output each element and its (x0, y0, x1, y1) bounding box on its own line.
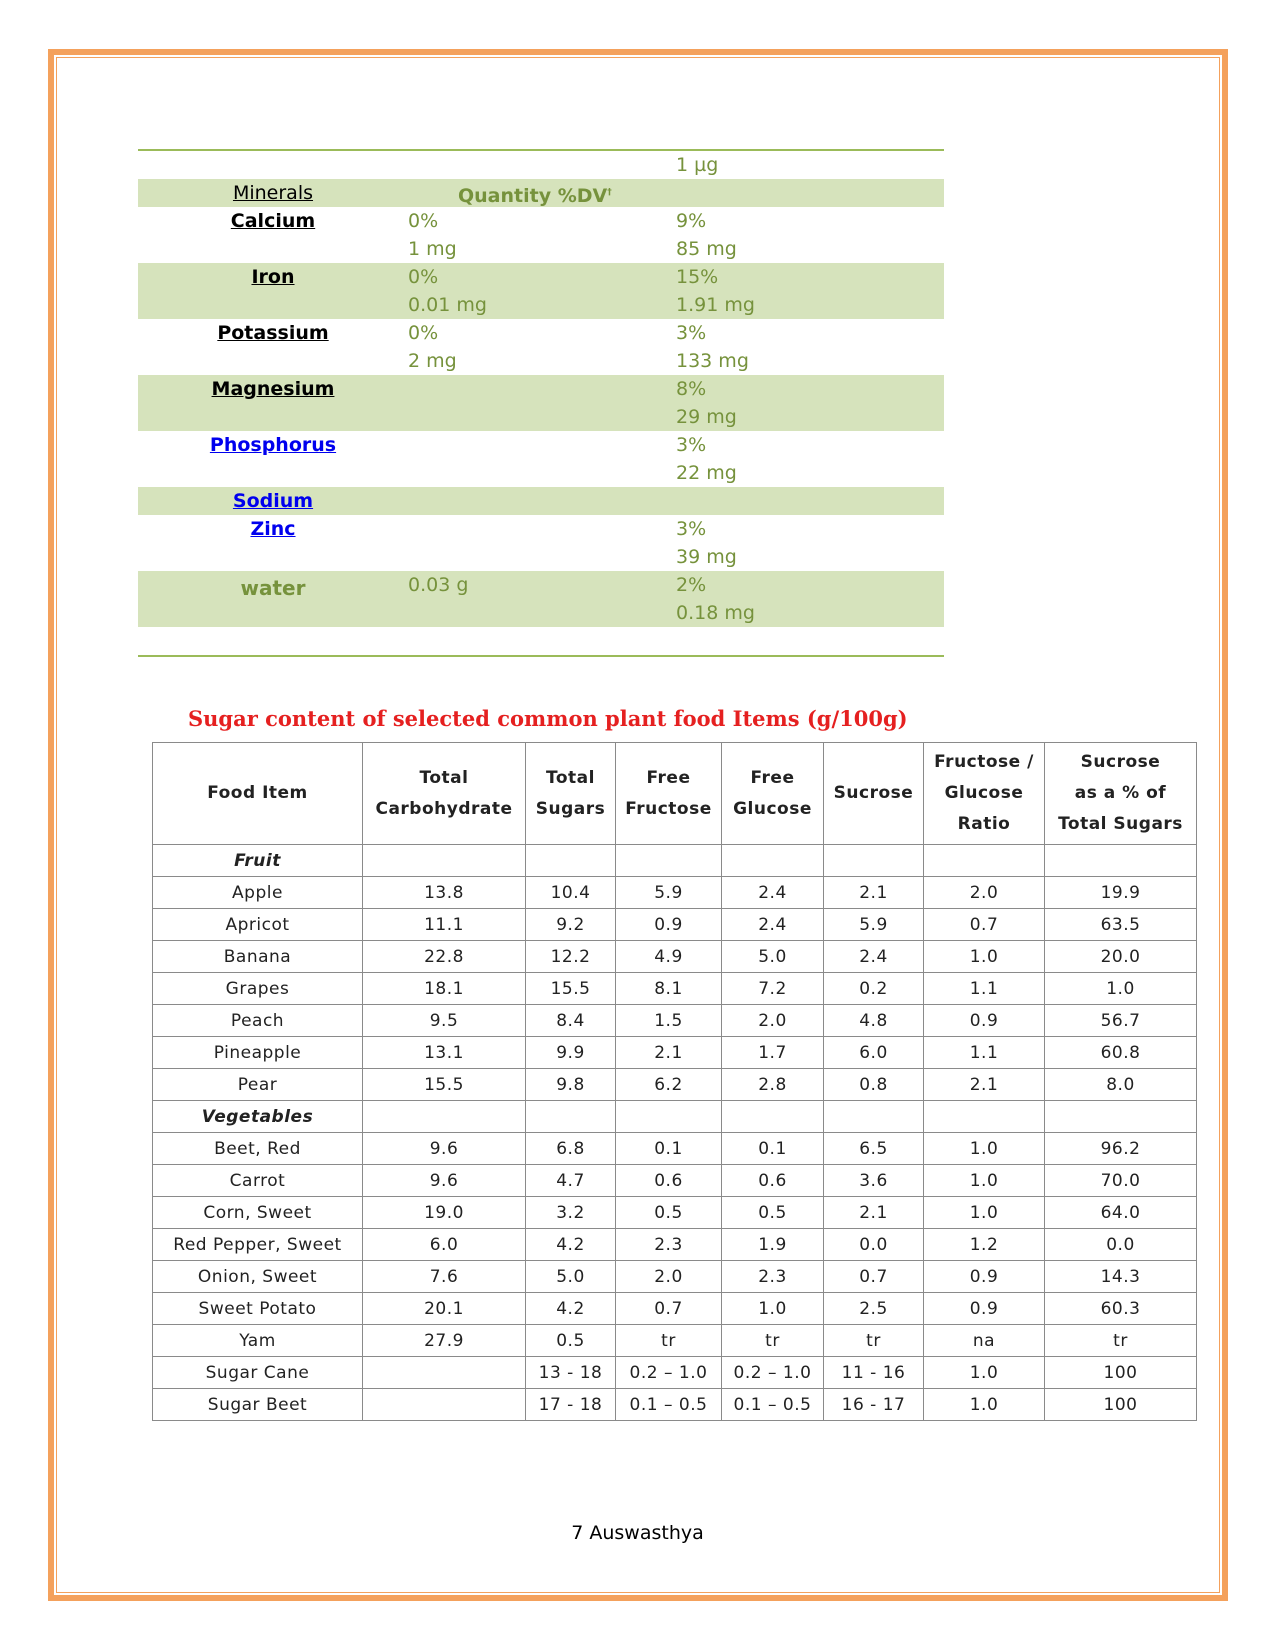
table-row (153, 973, 1197, 1005)
mineral-name-cell (138, 571, 408, 627)
column-header-line: Free (646, 767, 691, 788)
column-header-line: Total Sugars (1058, 814, 1183, 834)
value-cell: 5.9 (824, 909, 924, 941)
minerals-top-value: 1 µg (676, 154, 719, 176)
value-cell: 3.2 (526, 1197, 616, 1229)
value-cell: 0.7 (924, 909, 1045, 941)
mineral-value (408, 515, 676, 543)
mineral-name: Magnesium (211, 378, 335, 400)
value-cell: 1.1 (924, 1037, 1045, 1069)
mineral-row (138, 263, 944, 319)
column-header (363, 743, 526, 845)
mineral-dv-cell (676, 375, 944, 431)
table-row (153, 1069, 1197, 1101)
food-item-cell: Peach (153, 1005, 363, 1037)
table-row (153, 1133, 1197, 1165)
mineral-value: 3% (676, 322, 707, 344)
value-cell: 6.5 (824, 1133, 924, 1165)
value-cell: 0.0 (1045, 1229, 1197, 1261)
mineral-dv-cell (676, 571, 944, 627)
value-cell: 9.9 (526, 1037, 616, 1069)
table-row (153, 1037, 1197, 1069)
empty-cell (616, 845, 722, 877)
value-cell: 8.4 (526, 1005, 616, 1037)
value-cell: 100 (1045, 1357, 1197, 1389)
mineral-quantity-cell (408, 515, 676, 571)
minerals-header-row (138, 179, 944, 207)
mineral-quantity-cell (408, 375, 676, 431)
mineral-name: water (240, 576, 306, 600)
mineral-name: Potassium (217, 322, 329, 344)
mineral-name-line (138, 319, 408, 347)
value-cell: 9.2 (526, 909, 616, 941)
mineral-value: 0% (408, 266, 439, 288)
mineral-dv-cell (676, 319, 944, 375)
value-cell: 1.7 (722, 1037, 824, 1069)
column-header-line: Sucrose (833, 783, 914, 803)
column-header-line: Glucose (944, 783, 1024, 803)
column-header-line: Carbohydrate (375, 798, 513, 819)
value-cell: 0.1 (722, 1133, 824, 1165)
page-footer: 7 Auswasthya (571, 1522, 704, 1544)
value-cell: 20.0 (1045, 941, 1197, 973)
column-header-line: Free (750, 767, 795, 788)
value-cell: 0.9 (616, 909, 722, 941)
food-item-cell: Apple (153, 877, 363, 909)
mineral-row (138, 431, 944, 487)
value-cell: 0.9 (924, 1005, 1045, 1037)
mineral-quantity-cell (408, 431, 676, 487)
mineral-name-cell (138, 263, 408, 319)
sugar-table-title: Sugar content of selected common plant food Items (g/100g) (188, 706, 908, 731)
value-cell: 7.2 (722, 973, 824, 1005)
value-cell: 0.6 (616, 1165, 722, 1197)
value-cell: tr (824, 1325, 924, 1357)
mineral-value: 9% (676, 210, 707, 232)
mineral-value (408, 487, 676, 515)
table-row (153, 941, 1197, 973)
column-header-line: as a % of (1074, 783, 1167, 803)
value-cell: 0.7 (824, 1261, 924, 1293)
mineral-name-cell (138, 431, 408, 487)
mineral-name-cell (138, 487, 408, 515)
minerals-header-label: Minerals (232, 182, 314, 204)
value-cell: 22.8 (363, 941, 526, 973)
value-cell: 16 - 17 (824, 1389, 924, 1421)
value-cell: 60.3 (1045, 1293, 1197, 1325)
food-item-cell: Sugar Cane (153, 1357, 363, 1389)
table-row (153, 1293, 1197, 1325)
mineral-value (408, 431, 676, 459)
mineral-quantity-cell (408, 263, 676, 319)
mineral-dv-cell (676, 515, 944, 571)
mineral-quantity-cell (408, 571, 676, 627)
empty-cell (363, 1101, 526, 1133)
value-cell: 2.0 (616, 1261, 722, 1293)
value-cell: 19.0 (363, 1197, 526, 1229)
value-cell: 9.5 (363, 1005, 526, 1037)
mineral-name-line (138, 207, 408, 235)
value-cell: 14.3 (1045, 1261, 1197, 1293)
column-header-line: Food Item (207, 783, 308, 803)
value-cell: 1.9 (722, 1229, 824, 1261)
column-header-line: Sugars (535, 798, 606, 819)
column-header-line: Total (546, 767, 595, 788)
value-cell: 27.9 (363, 1325, 526, 1357)
mineral-value: 0% (408, 210, 439, 232)
mineral-value: 39 mg (676, 546, 737, 568)
value-cell: 17 - 18 (526, 1389, 616, 1421)
empty-cell (824, 845, 924, 877)
value-cell: 0.1 – 0.5 (722, 1389, 824, 1421)
dagger-mark: † (607, 188, 612, 198)
mineral-value: 2% (676, 574, 707, 596)
food-item-cell: Red Pepper, Sweet (153, 1229, 363, 1261)
table-row (153, 1389, 1197, 1421)
value-cell: 1.0 (722, 1293, 824, 1325)
empty-cell (526, 1101, 616, 1133)
value-cell: 4.8 (824, 1005, 924, 1037)
value-cell: tr (722, 1325, 824, 1357)
value-cell: 2.1 (824, 1197, 924, 1229)
section-row (153, 1101, 1197, 1133)
mineral-value: 2 mg (408, 350, 457, 372)
mineral-name-line (138, 515, 408, 543)
column-header (616, 743, 722, 845)
value-cell: 12.2 (526, 941, 616, 973)
mineral-quantity-cell (408, 487, 676, 515)
value-cell: 0.8 (824, 1069, 924, 1101)
value-cell: 1.0 (924, 1165, 1045, 1197)
mineral-value: 85 mg (676, 238, 737, 260)
value-cell: 56.7 (1045, 1005, 1197, 1037)
value-cell: 5.0 (722, 941, 824, 973)
column-header (153, 743, 363, 845)
value-cell: 2.8 (722, 1069, 824, 1101)
food-item-cell: Sugar Beet (153, 1389, 363, 1421)
value-cell: 9.6 (363, 1133, 526, 1165)
food-item-cell: Corn, Sweet (153, 1197, 363, 1229)
mineral-name-cell (138, 207, 408, 263)
column-header-line: Fructose (625, 798, 712, 819)
value-cell: 0.1 – 0.5 (616, 1389, 722, 1421)
value-cell: 60.8 (1045, 1037, 1197, 1069)
table-row (153, 1261, 1197, 1293)
value-cell: 8.1 (616, 973, 722, 1005)
value-cell: 9.6 (363, 1165, 526, 1197)
mineral-name: Iron (251, 266, 295, 288)
value-cell: 1.0 (924, 941, 1045, 973)
mineral-value: 0.03 g (408, 574, 469, 596)
column-header (722, 743, 824, 845)
value-cell: 1.0 (924, 1133, 1045, 1165)
mineral-value: 22 mg (676, 462, 737, 484)
column-header (526, 743, 616, 845)
mineral-name-line (138, 571, 408, 605)
value-cell: 0.9 (924, 1293, 1045, 1325)
table-row (153, 1165, 1197, 1197)
empty-cell (824, 1101, 924, 1133)
mineral-name: Calcium (230, 210, 316, 232)
mineral-quantity-cell (408, 207, 676, 263)
table-row (153, 877, 1197, 909)
food-item-cell: Pear (153, 1069, 363, 1101)
value-cell: 0.5 (616, 1197, 722, 1229)
sugar-content-table (152, 742, 1197, 1421)
mineral-value: 29 mg (676, 406, 737, 428)
mineral-value (408, 459, 676, 487)
mineral-row (138, 487, 944, 515)
food-item-cell: Grapes (153, 973, 363, 1005)
food-item-cell: Carrot (153, 1165, 363, 1197)
column-header-line: Sucrose (1080, 752, 1161, 772)
value-cell: 4.2 (526, 1229, 616, 1261)
value-cell: 19.9 (1045, 877, 1197, 909)
column-header (1045, 743, 1197, 845)
mineral-value: 3% (676, 434, 707, 456)
mineral-row (138, 319, 944, 375)
mineral-value: 8% (676, 378, 707, 400)
value-cell: 96.2 (1045, 1133, 1197, 1165)
value-cell: 2.1 (924, 1069, 1045, 1101)
value-cell: 2.1 (824, 877, 924, 909)
mineral-value: 15% (676, 266, 719, 288)
value-cell: 1.2 (924, 1229, 1045, 1261)
mineral-row (138, 515, 944, 571)
value-cell: 1.0 (1045, 973, 1197, 1005)
mineral-name-cell (138, 515, 408, 571)
value-cell: tr (616, 1325, 722, 1357)
column-header-line: Ratio (957, 814, 1011, 834)
value-cell: 6.0 (363, 1229, 526, 1261)
value-cell: 0.2 – 1.0 (722, 1357, 824, 1389)
mineral-value: 3% (676, 518, 707, 540)
section-label: Vegetables (153, 1101, 363, 1133)
value-cell: 2.4 (824, 941, 924, 973)
value-cell: 2.0 (924, 877, 1045, 909)
empty-cell (924, 845, 1045, 877)
value-cell: 0.6 (722, 1165, 824, 1197)
food-item-cell: Yam (153, 1325, 363, 1357)
empty-cell (1045, 1101, 1197, 1133)
mineral-name[interactable]: Sodium (232, 490, 314, 512)
value-cell: 9.8 (526, 1069, 616, 1101)
mineral-value (408, 543, 676, 571)
mineral-row (138, 375, 944, 431)
mineral-row (138, 571, 944, 627)
food-item-cell: Pineapple (153, 1037, 363, 1069)
value-cell: 20.1 (363, 1293, 526, 1325)
food-item-cell: Sweet Potato (153, 1293, 363, 1325)
value-cell: 1.0 (924, 1389, 1045, 1421)
value-cell: 5.0 (526, 1261, 616, 1293)
mineral-quantity-cell (408, 319, 676, 375)
value-cell: 0.5 (526, 1325, 616, 1357)
value-cell: 64.0 (1045, 1197, 1197, 1229)
value-cell: 4.7 (526, 1165, 616, 1197)
value-cell: 6.0 (824, 1037, 924, 1069)
mineral-name[interactable]: Phosphorus (209, 434, 337, 456)
value-cell: 2.1 (616, 1037, 722, 1069)
value-cell: 8.0 (1045, 1069, 1197, 1101)
mineral-value: 1.91 mg (676, 294, 755, 316)
table-row (153, 1325, 1197, 1357)
column-header-line: Total (419, 767, 469, 788)
table-row (153, 1197, 1197, 1229)
value-cell: 7.6 (363, 1261, 526, 1293)
mineral-value: 0.01 mg (408, 294, 487, 316)
value-cell: 0.9 (924, 1261, 1045, 1293)
value-cell: 4.2 (526, 1293, 616, 1325)
value-cell: 0.7 (616, 1293, 722, 1325)
value-cell: 13.8 (363, 877, 526, 909)
value-cell: 0.0 (824, 1229, 924, 1261)
mineral-value: 0.18 mg (676, 602, 755, 624)
value-cell: 1.5 (616, 1005, 722, 1037)
mineral-dv-cell (676, 431, 944, 487)
minerals-bottom-rule (138, 655, 944, 657)
empty-cell (526, 845, 616, 877)
mineral-value (408, 375, 676, 403)
empty-cell (363, 845, 526, 877)
value-cell: 1.1 (924, 973, 1045, 1005)
quantity-header-label: Quantity %DV (458, 185, 608, 208)
value-cell: 2.5 (824, 1293, 924, 1325)
table-row (153, 1005, 1197, 1037)
value-cell: 2.4 (722, 909, 824, 941)
value-cell: 11.1 (363, 909, 526, 941)
value-cell: 6.8 (526, 1133, 616, 1165)
empty-cell (924, 1101, 1045, 1133)
value-cell: 2.0 (722, 1005, 824, 1037)
food-item-cell: Onion, Sweet (153, 1261, 363, 1293)
value-cell: 2.4 (722, 877, 824, 909)
value-cell: 3.6 (824, 1165, 924, 1197)
mineral-name-line (138, 431, 408, 459)
column-header-line: Fructose / (934, 752, 1034, 772)
value-cell (363, 1389, 526, 1421)
value-cell: 1.0 (924, 1197, 1045, 1229)
value-cell: 1.0 (924, 1357, 1045, 1389)
value-cell: 15.5 (526, 973, 616, 1005)
value-cell: tr (1045, 1325, 1197, 1357)
mineral-name-line (138, 487, 408, 515)
mineral-name-cell (138, 375, 408, 431)
value-cell: 0.1 (616, 1133, 722, 1165)
mineral-value: 1 mg (408, 238, 457, 260)
empty-cell (616, 1101, 722, 1133)
mineral-value (408, 403, 676, 431)
column-header (924, 743, 1045, 845)
sugar-header-row (153, 743, 1197, 845)
value-cell: 0.5 (722, 1197, 824, 1229)
empty-cell (722, 1101, 824, 1133)
value-cell: 13.1 (363, 1037, 526, 1069)
value-cell: 4.9 (616, 941, 722, 973)
value-cell: 63.5 (1045, 909, 1197, 941)
mineral-value: 133 mg (676, 350, 749, 372)
minerals-table (138, 149, 944, 657)
food-item-cell: Banana (153, 941, 363, 973)
value-cell: na (924, 1325, 1045, 1357)
table-row (153, 909, 1197, 941)
value-cell: 70.0 (1045, 1165, 1197, 1197)
value-cell: 13 - 18 (526, 1357, 616, 1389)
column-header-line: Glucose (733, 798, 812, 819)
mineral-name-line (138, 375, 408, 403)
value-cell: 2.3 (722, 1261, 824, 1293)
value-cell: 11 - 16 (824, 1357, 924, 1389)
mineral-dv-cell (676, 263, 944, 319)
value-cell (363, 1357, 526, 1389)
section-label: Fruit (153, 845, 363, 877)
mineral-name-line (138, 263, 408, 291)
value-cell: 5.9 (616, 877, 722, 909)
mineral-dv-cell (676, 207, 944, 263)
table-row (153, 1229, 1197, 1261)
value-cell: 18.1 (363, 973, 526, 1005)
value-cell: 10.4 (526, 877, 616, 909)
value-cell: 15.5 (363, 1069, 526, 1101)
section-row (153, 845, 1197, 877)
value-cell: 0.2 (824, 973, 924, 1005)
empty-cell (722, 845, 824, 877)
mineral-value: 0% (408, 322, 439, 344)
column-header (824, 743, 924, 845)
value-cell: 6.2 (616, 1069, 722, 1101)
mineral-row (138, 207, 944, 263)
value-cell: 100 (1045, 1389, 1197, 1421)
mineral-name-cell (138, 319, 408, 375)
minerals-top-row (138, 151, 944, 179)
value-cell: 2.3 (616, 1229, 722, 1261)
food-item-cell: Apricot (153, 909, 363, 941)
empty-cell (1045, 845, 1197, 877)
value-cell: 0.2 – 1.0 (616, 1357, 722, 1389)
mineral-dv-cell (676, 487, 944, 515)
mineral-name[interactable]: Zinc (250, 518, 296, 540)
table-row (153, 1357, 1197, 1389)
mineral-value (408, 599, 676, 627)
food-item-cell: Beet, Red (153, 1133, 363, 1165)
mineral-value (676, 487, 944, 515)
